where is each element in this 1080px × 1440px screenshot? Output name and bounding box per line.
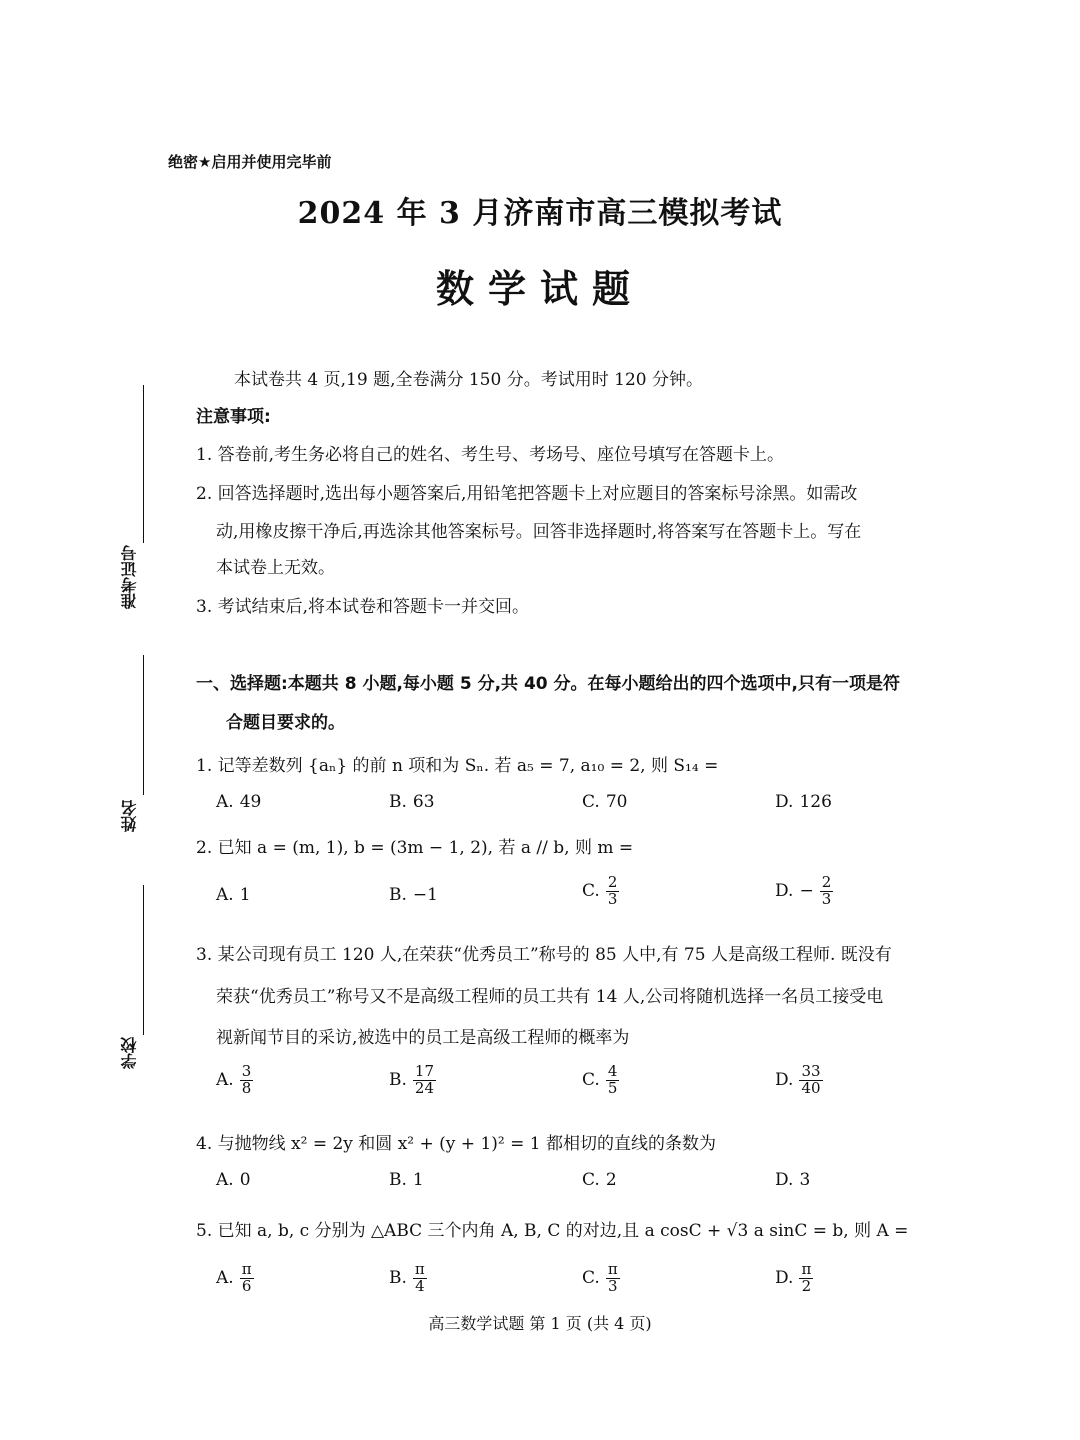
page-footer: 高三数学试题 第 1 页 (共 4 页): [428, 1314, 652, 1333]
question-1-stem: 1. 记等差数列 {aₙ} 的前 n 项和为 Sₙ. 若 a₅ = 7, a₁₀ = 2, 则 S₁₄ =: [196, 756, 719, 776]
subject-title: 数学试题: [435, 267, 644, 311]
q5-option-b: B. $\frac{\pi}{4}$: [389, 1260, 425, 1295]
school-label: 学校: [120, 1037, 139, 1069]
school-write-line: [143, 885, 144, 1035]
notice-line: 动,用橡皮擦干净后,再选涂其他答案标号。回答非选择题时,将答案写在答题卡上。写在: [216, 522, 862, 542]
q2-option-b: B. −1: [389, 885, 438, 905]
q4-option-a: A. 0: [216, 1170, 251, 1190]
question-3-stem: 3. 某公司现有员工 120 人,在荣获“优秀员工”称号的 85 人中,有 75 人是高级工程师. 既没有: [196, 945, 892, 965]
fraction: $\frac{17}{24}$: [414, 1062, 434, 1097]
exam-title: 2024 年 3 月济南市高三模拟考试: [297, 196, 783, 231]
q3-option-c: C. $\frac{4}{5}$: [582, 1062, 618, 1097]
q1-option-c: C. 70: [582, 792, 628, 812]
exam-id-label: 准考证号: [120, 545, 139, 609]
notice-line: 1. 答卷前,考生务必将自己的姓名、考生号、考场号、座位号填写在答题卡上。: [196, 445, 785, 465]
q5-option-d: D. $\frac{\pi}{2}$: [775, 1260, 812, 1295]
fraction: $\frac{4}{5}$: [607, 1062, 618, 1097]
fraction: $\frac{\pi}{2}$: [801, 1260, 812, 1295]
fraction: $\frac{3}{8}$: [241, 1062, 252, 1097]
confidential-mark: 绝密★启用并使用完毕前: [168, 153, 332, 171]
fraction: $\frac{\pi}{3}$: [607, 1260, 618, 1295]
q2-option-c: C. $\frac{2}{3}$: [582, 873, 618, 908]
q4-option-c: C. 2: [582, 1170, 617, 1190]
question-4-stem: 4. 与抛物线 x² = 2y 和圆 x² + (y + 1)² = 1 都相切的直线的条数为: [196, 1134, 716, 1154]
q3-option-b: B. $\frac{17}{24}$: [389, 1062, 434, 1097]
question-3-stem-cont: 荣获“优秀员工”称号又不是高级工程师的员工共有 14 人,公司将随机选择一名员工接受电: [216, 987, 884, 1007]
q3-option-d: D. $\frac{33}{40}$: [775, 1062, 821, 1097]
q4-option-b: B. 1: [389, 1170, 424, 1190]
notice-line: 2. 回答选择题时,选出每小题答案后,用铅笔把答题卡上对应题目的答案标号涂黑。如需改: [196, 484, 858, 504]
section-heading: 一、选择题:本题共 8 小题,每小题 5 分,共 40 分。在每小题给出的四个选项中,只有一项是符: [196, 674, 900, 694]
q1-option-b: B. 63: [389, 792, 435, 812]
q5-option-c: C. $\frac{\pi}{3}$: [582, 1260, 618, 1295]
question-2-stem: 2. 已知 a = (m, 1), b = (3m − 1, 2), 若 a // b, 则 m =: [196, 838, 634, 858]
notice-heading: 注意事项:: [196, 407, 271, 427]
q4-option-d: D. 3: [775, 1170, 811, 1190]
q2-option-a: A. 1: [216, 885, 251, 905]
question-3-stem-cont: 视新闻节目的采访,被选中的员工是高级工程师的概率为: [216, 1028, 630, 1048]
q1-option-d: D. 126: [775, 792, 832, 812]
q5-option-a: A. $\frac{\pi}{6}$: [216, 1260, 252, 1295]
exam-intro: 本试卷共 4 页,19 题,全卷满分 150 分。考试用时 120 分钟。: [234, 370, 703, 390]
notice-line: 3. 考试结束后,将本试卷和答题卡一并交回。: [196, 597, 530, 617]
fraction: $\frac{33}{40}$: [801, 1062, 821, 1097]
name-label: 姓名: [120, 800, 139, 832]
q1-option-a: A. 49: [216, 792, 262, 812]
fraction: $\frac{2}{3}$: [607, 873, 618, 908]
name-write-line: [143, 655, 144, 795]
fraction: $\frac{\pi}{4}$: [414, 1260, 425, 1295]
q3-option-a: A. $\frac{3}{8}$: [216, 1062, 252, 1097]
fraction: $\frac{\pi}{6}$: [241, 1260, 252, 1295]
fraction: $\frac{2}{3}$: [821, 873, 832, 908]
exam-id-write-line: [143, 385, 144, 543]
notice-line: 本试卷上无效。: [216, 558, 335, 578]
q2-option-d: D. − $\frac{2}{3}$: [775, 873, 832, 908]
question-5-stem: 5. 已知 a, b, c 分别为 △ABC 三个内角 A, B, C 的对边,且 a cosC + √3 a sinC = b, 则 A =: [196, 1221, 909, 1241]
section-heading-cont: 合题目要求的。: [226, 713, 345, 733]
